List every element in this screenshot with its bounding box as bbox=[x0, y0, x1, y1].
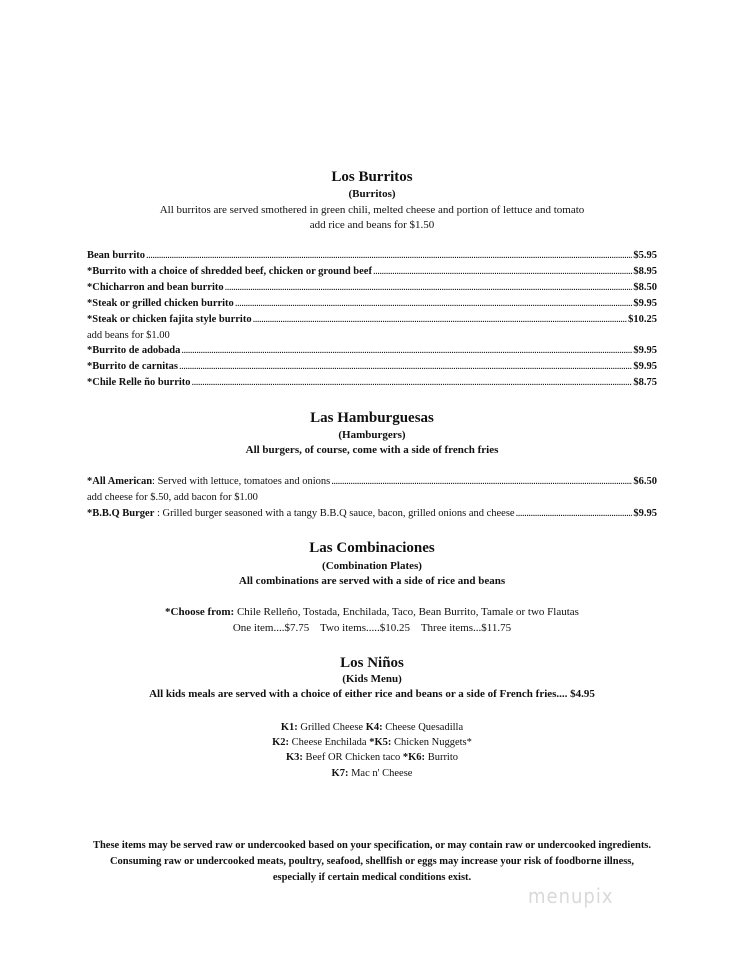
item-price: $8.95 bbox=[633, 266, 657, 277]
kids-line: K7: Mac n' Cheese bbox=[331, 768, 413, 779]
item-price: $8.75 bbox=[633, 377, 657, 388]
kids-line: K2: Cheese Enchilada *K5: Chicken Nuggets* bbox=[272, 737, 472, 748]
burritos-subtitle: (Burritos) bbox=[348, 188, 396, 200]
dot-leader bbox=[331, 476, 632, 487]
kids-line: K1: Grilled Cheese K4: Cheese Quesadilla bbox=[280, 722, 464, 733]
choose-from-line bbox=[0, 606, 744, 618]
combination-pricing: One item....$7.75 Two items.....$10.25 Three items...$11.75 bbox=[232, 622, 512, 634]
combinaciones-description: All combinations are served with a side of rice and beans bbox=[238, 575, 506, 587]
dot-leader bbox=[253, 314, 628, 325]
addon-note: add cheese for $.50, add bacon for $1.00 bbox=[87, 492, 258, 503]
hamburguesas-title: Las Hamburguesas bbox=[310, 410, 434, 426]
menu-item bbox=[87, 361, 657, 375]
choose-label: *Choose from: bbox=[165, 606, 235, 618]
dot-leader bbox=[225, 282, 633, 293]
dot-leader bbox=[146, 250, 632, 261]
ninos-title: Los Niños bbox=[340, 655, 404, 671]
beans-note: add beans for $1.00 bbox=[87, 330, 170, 341]
ninos-subtitle: (Kids Menu) bbox=[342, 673, 402, 685]
menu-item bbox=[87, 298, 657, 312]
dot-leader bbox=[516, 508, 633, 519]
item-name: *Chile Relle ño burrito bbox=[87, 377, 191, 388]
warning-line-2: Consuming raw or undercooked meats, poultry, seafood, shellfish or eggs may increase your risk of foodborne illness, bbox=[109, 856, 635, 867]
burritos-description: All burritos are served smothered in green chili, melted cheese and portion of lettuce and tomato bbox=[159, 204, 585, 216]
item-name: Bean burrito bbox=[87, 250, 146, 261]
combinaciones-title: Las Combinaciones bbox=[309, 540, 435, 556]
menu-item bbox=[87, 314, 657, 328]
dot-leader bbox=[181, 345, 632, 356]
item-name: *Burrito de adobada bbox=[87, 345, 181, 356]
dot-leader bbox=[373, 266, 632, 277]
burritos-addon-note: add rice and beans for $1.50 bbox=[309, 219, 435, 231]
menu-item bbox=[87, 250, 657, 264]
item-price: $9.95 bbox=[633, 361, 657, 372]
hamburguesas-description: All burgers, of course, come with a side of french fries bbox=[245, 444, 499, 456]
item-price: $5.95 bbox=[633, 250, 657, 261]
item-name: *Steak or chicken fajita style burrito bbox=[87, 314, 252, 325]
item-detail: : Grilled burger seasoned with a tangy B.B.Q sauce, bacon, grilled onions and cheese bbox=[154, 508, 515, 519]
warning-line-1: These items may be served raw or undercooked based on your specification, or may contain raw or undercooked ingredients. bbox=[92, 840, 652, 851]
item-name: *Burrito de carnitas bbox=[87, 361, 178, 372]
menu-item bbox=[87, 345, 657, 359]
menu-item bbox=[87, 282, 657, 296]
item-price: $6.50 bbox=[633, 476, 657, 487]
burritos-title: Los Burritos bbox=[331, 169, 413, 185]
menupix-watermark: menupix bbox=[528, 884, 614, 908]
menu-item bbox=[87, 377, 657, 391]
hamburguesas-subtitle: (Hamburgers) bbox=[338, 429, 406, 441]
item-name: *B.B.Q Burger : Grilled burger seasoned with a tangy B.B.Q sauce, bacon, grilled onions and cheese bbox=[87, 508, 515, 519]
item-name: *Steak or grilled chicken burrito bbox=[87, 298, 234, 309]
item-price: $9.95 bbox=[633, 345, 657, 356]
menu-item bbox=[87, 476, 657, 490]
dot-leader bbox=[179, 361, 632, 372]
item-name: *Chicharron and bean burrito bbox=[87, 282, 224, 293]
choose-items: Chile Relleño, Tostada, Enchilada, Taco, Bean Burrito, Tamale or two Flautas bbox=[234, 606, 579, 618]
item-detail: : Served with lettuce, tomatoes and onions bbox=[152, 476, 331, 487]
item-name: *All American: Served with lettuce, tomatoes and onions bbox=[87, 476, 331, 487]
ninos-description: All kids meals are served with a choice of either rice and beans or a side of French fries.... $4.95 bbox=[149, 688, 595, 700]
item-price: $8.50 bbox=[633, 282, 657, 293]
item-price: $10.25 bbox=[628, 314, 657, 325]
kids-line: K3: Beef OR Chicken taco *K6: Burrito bbox=[285, 752, 459, 763]
warning-line-3: especially if certain medical conditions exist. bbox=[272, 872, 472, 883]
dot-leader bbox=[192, 377, 633, 388]
item-price: $9.95 bbox=[633, 298, 657, 309]
combinaciones-subtitle: (Combination Plates) bbox=[322, 560, 422, 572]
menu-item bbox=[87, 508, 657, 522]
item-price: $9.95 bbox=[633, 508, 657, 519]
dot-leader bbox=[235, 298, 633, 309]
menu-item bbox=[87, 266, 657, 280]
item-name: *Burrito with a choice of shredded beef, chicken or ground beef bbox=[87, 266, 372, 277]
